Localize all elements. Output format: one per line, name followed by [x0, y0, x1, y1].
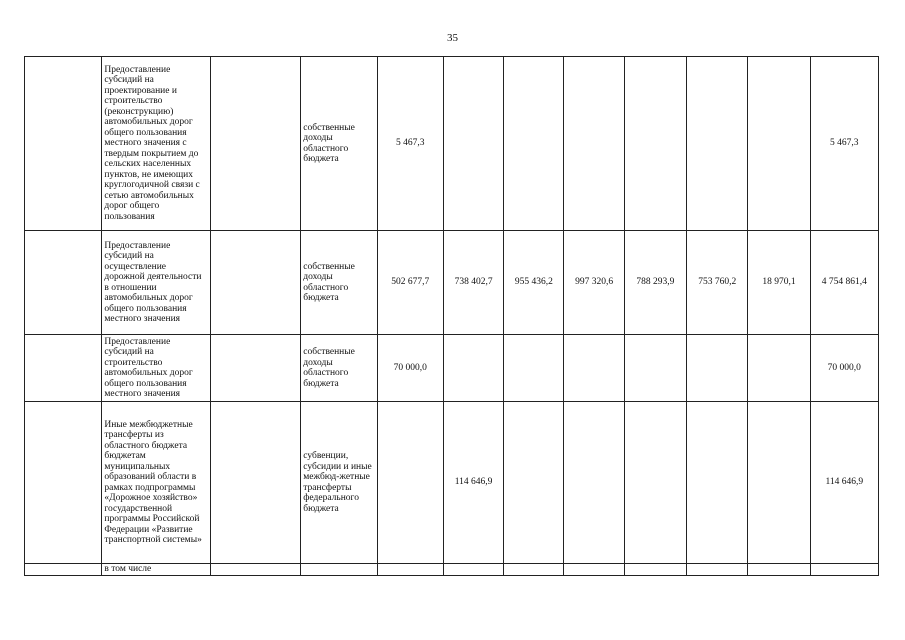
- measure-name-cell: Предоставление субсидий на проектирование и строительство (реконструкцию) автомобильных дорог общего пользования местного значения с твердым покрытием до сельских населенных пунктов, не имеющих круглогодичной связи с сетью автомобильных дорог общего пользования: [102, 57, 211, 231]
- value-cell: [748, 335, 810, 402]
- table-row: [25, 231, 879, 335]
- value-cell: [443, 57, 503, 231]
- value-cell: 997 320,6: [564, 231, 624, 335]
- blank-cell: [25, 57, 102, 231]
- value-cell: [624, 57, 686, 231]
- blank-cell: [25, 231, 102, 335]
- funding-source-cell: [301, 564, 377, 576]
- value-cell: [748, 564, 810, 576]
- blank-cell: [210, 57, 300, 231]
- blank-cell: [210, 335, 300, 402]
- value-cell: [564, 57, 624, 231]
- value-cell: [443, 564, 503, 576]
- value-cell: [748, 57, 810, 231]
- value-cell: [624, 335, 686, 402]
- value-cell: [624, 564, 686, 576]
- value-cell: [564, 402, 624, 564]
- value-cell: 70 000,0: [377, 335, 443, 402]
- table-row: [25, 564, 879, 576]
- measure-name-cell: в том числе: [102, 564, 211, 576]
- total-cell: [810, 564, 878, 576]
- funding-source-cell: субвенции, субсидии и иные межбюд-жетные трансферты федерального бюджета: [301, 402, 377, 564]
- blank-cell: [210, 402, 300, 564]
- funding-source-cell: собственные доходы областного бюджета: [301, 231, 377, 335]
- value-cell: [687, 57, 748, 231]
- blank-cell: [210, 564, 300, 576]
- funding-source-cell: собственные доходы областного бюджета: [301, 335, 377, 402]
- table-row: [25, 335, 879, 402]
- value-cell: [504, 402, 564, 564]
- blank-cell: [210, 231, 300, 335]
- value-cell: 5 467,3: [377, 57, 443, 231]
- value-cell: [687, 564, 748, 576]
- value-cell: [687, 402, 748, 564]
- value-cell: [564, 335, 624, 402]
- value-cell: [504, 564, 564, 576]
- total-cell: 114 646,9: [810, 402, 878, 564]
- value-cell: [443, 335, 503, 402]
- value-cell: [504, 57, 564, 231]
- value-cell: [504, 335, 564, 402]
- blank-cell: [25, 564, 102, 576]
- value-cell: [377, 564, 443, 576]
- total-cell: 4 754 861,4: [810, 231, 878, 335]
- value-cell: 955 436,2: [504, 231, 564, 335]
- funding-source-cell: собственные доходы областного бюджета: [301, 57, 377, 231]
- value-cell: [624, 402, 686, 564]
- value-cell: 502 677,7: [377, 231, 443, 335]
- value-cell: 18 970,1: [748, 231, 810, 335]
- table-row: [25, 57, 879, 231]
- value-cell: 788 293,9: [624, 231, 686, 335]
- value-cell: 753 760,2: [687, 231, 748, 335]
- measure-name-cell: Иные межбюджетные трансферты из областного бюджета бюджетам муниципальных образований области в рамках подпрограммы «Дорожное хозяйство» государственной программы Российской Федерации «Развитие транспортной системы»: [102, 402, 211, 564]
- value-cell: [377, 402, 443, 564]
- measure-name-cell: Предоставление субсидий на строительство автомобильных дорог общего пользования местного значения: [102, 335, 211, 402]
- total-cell: 5 467,3: [810, 57, 878, 231]
- value-cell: [564, 564, 624, 576]
- table-row: [25, 402, 879, 564]
- blank-cell: [25, 335, 102, 402]
- measure-name-cell: Предоставление субсидий на осуществление дорожной деятельности в отношении автомобильных дорог общего пользования местного значения: [102, 231, 211, 335]
- budget-table: [24, 56, 879, 576]
- blank-cell: [25, 402, 102, 564]
- value-cell: [687, 335, 748, 402]
- page-number: 35: [447, 32, 458, 44]
- value-cell: 114 646,9: [443, 402, 503, 564]
- value-cell: [748, 402, 810, 564]
- value-cell: 738 402,7: [443, 231, 503, 335]
- total-cell: 70 000,0: [810, 335, 878, 402]
